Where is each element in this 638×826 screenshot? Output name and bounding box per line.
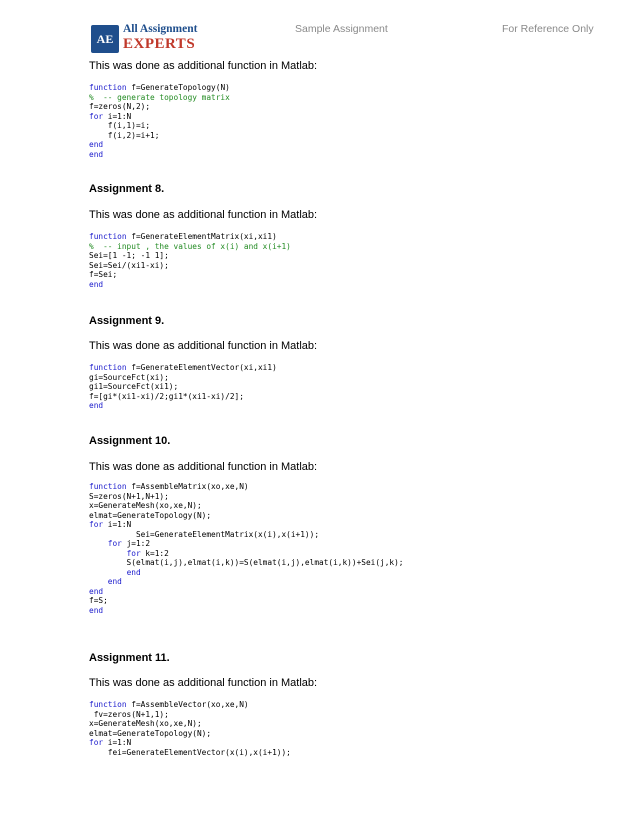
code-block [89, 232, 291, 289]
code-text: x=GenerateMesh(xo,xe,N); [89, 719, 202, 728]
code-line [89, 401, 277, 411]
code-text: f=S; [89, 596, 108, 605]
code-comment: % -- generate topology matrix [89, 92, 230, 102]
code-line [89, 549, 404, 559]
code-line [89, 539, 404, 549]
code-line [89, 501, 404, 511]
code-keyword: end [89, 586, 104, 596]
code-keyword: end [89, 401, 104, 410]
code-keyword: for [89, 738, 108, 747]
section-note: This was done as additional function in Matlab: [89, 340, 318, 352]
code-text [89, 549, 127, 558]
code-keyword: function [89, 700, 132, 709]
code-keyword: end [89, 279, 104, 289]
code-text: elmat=GenerateTopology(N); [89, 510, 212, 520]
code-line [89, 729, 291, 739]
logo-bottom-text: EXPERTS [123, 36, 196, 52]
code-line [89, 606, 404, 616]
section-note: This was done as additional function in Matlab: [89, 60, 318, 72]
code-keyword: end [126, 567, 141, 577]
code-text: f=AssembleMatrix(xo,xe,N) [131, 482, 249, 491]
section-heading: Assignment 9. [89, 315, 165, 327]
code-line [89, 93, 230, 103]
code-line [89, 511, 404, 521]
code-text: f=[gi*(xi1-xi)/2;gi1*(xi1-xi)/2]; [89, 391, 244, 401]
code-line [89, 112, 230, 122]
code-keyword: end [107, 577, 122, 586]
code-text: i=1:N [107, 520, 132, 529]
code-text: fei=GenerateElementVector(x(i),x(i+1)); [89, 747, 291, 757]
section-note: This was done as additional function in Matlab: [89, 209, 318, 221]
code-text: f=zeros(N,2); [89, 102, 151, 111]
code-text [89, 577, 108, 586]
code-line [89, 520, 404, 530]
logo-top-text: All Assignment [123, 23, 198, 35]
code-keyword: for [107, 539, 127, 548]
section-note: This was done as additional function in Matlab: [89, 677, 318, 689]
code-text: fv=zeros(N+1,1); [89, 709, 169, 719]
code-text: Sei=GenerateElementMatrix(x(i),x(i+1)); [89, 529, 320, 539]
code-keyword: for [89, 520, 108, 529]
code-line [89, 482, 404, 492]
code-line [89, 719, 291, 729]
code-text: f=GenerateElementMatrix(xi,xi1) [131, 232, 277, 241]
code-line [89, 280, 291, 290]
code-text [89, 539, 108, 548]
code-block [89, 363, 277, 411]
code-line [89, 577, 404, 587]
code-text: f=GenerateElementVector(xi,xi1) [131, 363, 277, 372]
code-line [89, 102, 230, 112]
code-text: S=zeros(N+1,N+1); [89, 491, 169, 501]
code-block [89, 482, 404, 615]
brand-logo [91, 22, 201, 56]
code-line [89, 382, 277, 392]
code-line [89, 748, 291, 758]
code-text: f=AssembleVector(xo,xe,N) [131, 700, 249, 709]
code-text: f(i,1)=i; [89, 121, 151, 130]
code-line [89, 392, 277, 402]
code-keyword: function [89, 232, 132, 241]
code-keyword: function [89, 83, 132, 92]
code-block [89, 700, 291, 757]
code-line [89, 363, 277, 373]
code-line [89, 710, 291, 720]
code-line [89, 150, 230, 160]
section-heading: Assignment 11. [89, 652, 170, 664]
code-text: x=GenerateMesh(xo,xe,N); [89, 501, 202, 510]
code-line [89, 83, 230, 93]
code-text: S(elmat(i,j),elmat(i,k))=S(elmat(i,j),elmat(i,k))+Sei(j,k); [89, 558, 404, 567]
code-line [89, 242, 291, 252]
code-text: Sei=Sei/(xi1-xi); [89, 260, 169, 270]
code-block [89, 83, 230, 159]
code-keyword: function [89, 482, 132, 491]
code-keyword: for [126, 548, 146, 558]
code-text: i=1:N [107, 111, 132, 121]
code-line [89, 587, 404, 597]
code-keyword: end [89, 605, 104, 615]
code-line [89, 121, 230, 131]
code-text: j=1:2 [126, 539, 151, 548]
code-line [89, 261, 291, 271]
code-line [89, 131, 230, 141]
code-text: f=Sei; [89, 270, 118, 279]
section-heading: Assignment 8. [89, 183, 165, 195]
header-right-text: For Reference Only [502, 23, 594, 35]
code-comment: % -- input , the values of x(i) and x(i+1) [89, 241, 291, 251]
code-line [89, 373, 277, 383]
header-center-text: Sample Assignment [295, 23, 388, 35]
code-line [89, 568, 404, 578]
code-line [89, 700, 291, 710]
code-line [89, 270, 291, 280]
code-line [89, 492, 404, 502]
code-line [89, 596, 404, 606]
code-keyword: end [89, 140, 104, 149]
code-line [89, 251, 291, 261]
code-keyword: for [89, 111, 108, 121]
code-keyword: function [89, 363, 132, 372]
code-line [89, 530, 404, 540]
code-text: i=1:N [107, 738, 132, 747]
code-text: Sei=[1 -1; -1 1]; [89, 251, 169, 260]
code-line [89, 738, 291, 748]
section-note: This was done as additional function in Matlab: [89, 461, 318, 473]
code-line [89, 232, 291, 242]
code-keyword: end [89, 149, 104, 159]
section-heading: Assignment 10. [89, 435, 171, 447]
code-line [89, 140, 230, 150]
page-header [0, 0, 638, 60]
logo-mark: AE [91, 25, 119, 53]
code-text: gi=SourceFct(xi); [89, 372, 169, 382]
code-text: f(i,2)=i+1; [89, 130, 160, 140]
code-text: f=GenerateTopology(N) [131, 83, 230, 92]
code-text: gi1=SourceFct(xi1); [89, 382, 179, 391]
code-text: elmat=GenerateTopology(N); [89, 728, 212, 738]
code-text [89, 568, 127, 577]
code-line [89, 558, 404, 568]
code-text: k=1:2 [145, 548, 169, 558]
